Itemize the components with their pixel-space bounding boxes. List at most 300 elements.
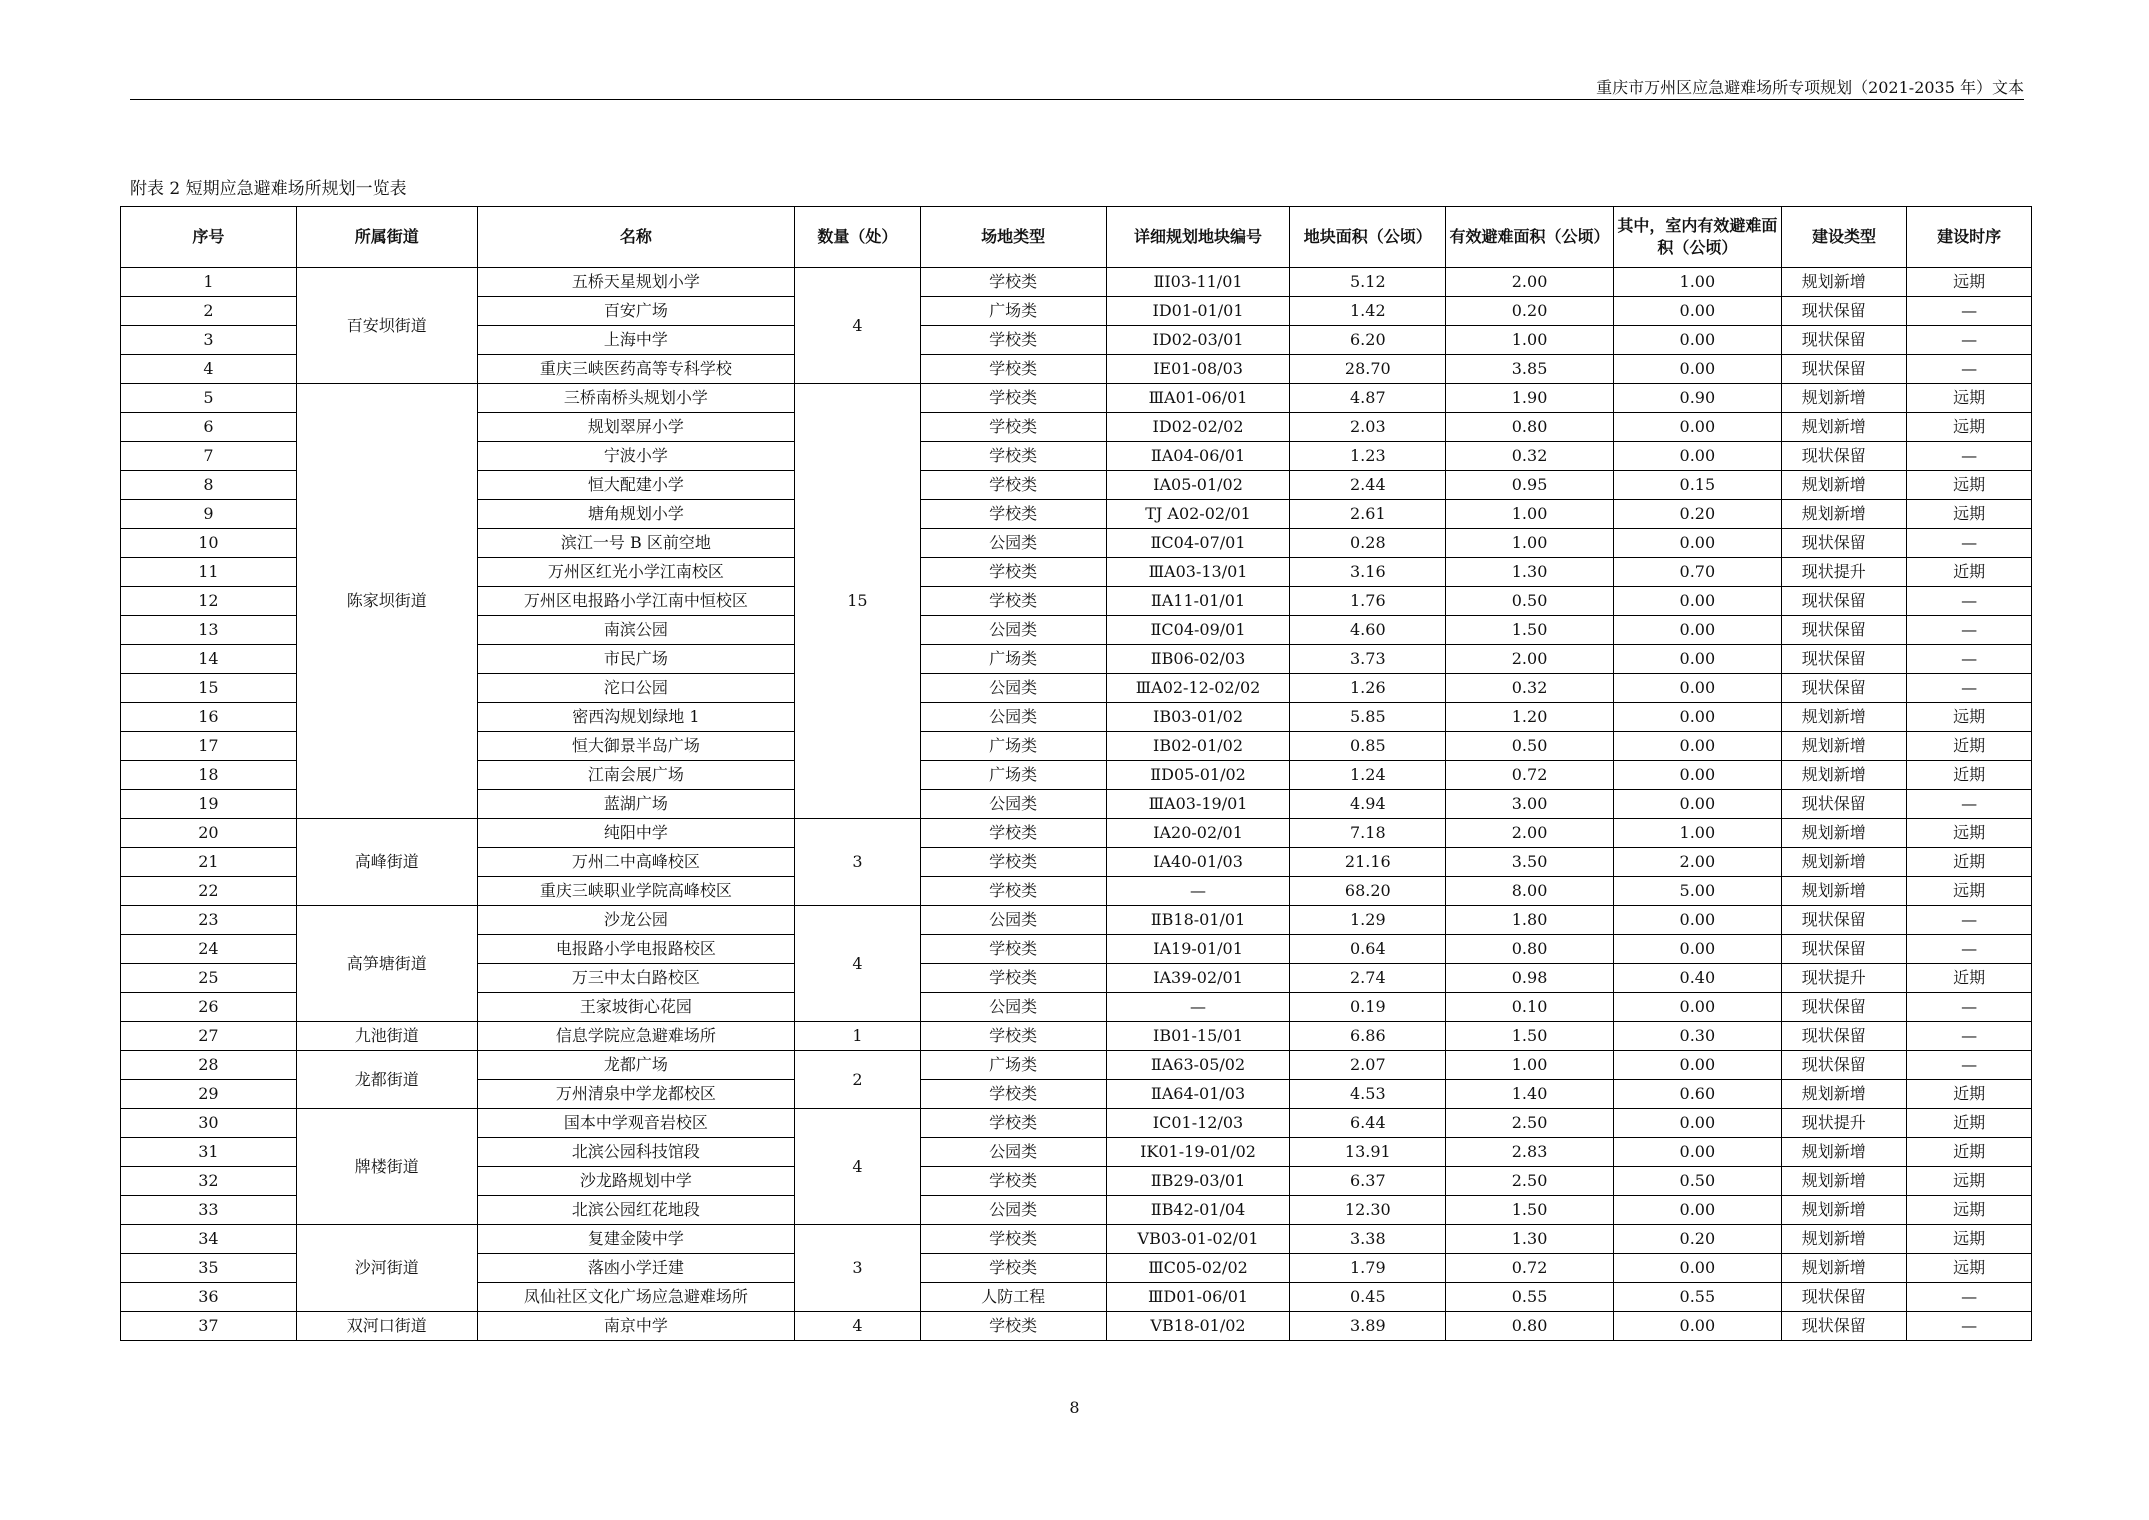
cell-build-type: 规划新增 (1781, 761, 1907, 790)
cell-site-type: 学校类 (920, 500, 1106, 529)
cell-schedule: 远期 (1907, 877, 2032, 906)
cell-schedule: 远期 (1907, 1254, 2032, 1283)
cell-index: 27 (121, 1022, 297, 1051)
cell-indoor-area: 0.00 (1613, 645, 1781, 674)
cell-build-type: 规划新增 (1781, 877, 1907, 906)
cell-build-type: 规划新增 (1781, 1167, 1907, 1196)
cell-site-type: 人防工程 (920, 1283, 1106, 1312)
cell-site-type: 广场类 (920, 645, 1106, 674)
cell-count: 3 (795, 819, 921, 906)
cell-index: 1 (121, 268, 297, 297)
cell-build-type: 现状保留 (1781, 297, 1907, 326)
cell-plot-code: ⅠD02-03/01 (1106, 326, 1290, 355)
cell-build-type: 现状保留 (1781, 1022, 1907, 1051)
cell-effective-area: 0.20 (1446, 297, 1614, 326)
cell-index: 31 (121, 1138, 297, 1167)
cell-effective-area: 2.00 (1446, 819, 1614, 848)
table-caption: 附表 2 短期应急避难场所规划一览表 (130, 179, 407, 199)
cell-name: 万州清泉中学龙都校区 (477, 1080, 794, 1109)
cell-build-type: 规划新增 (1781, 848, 1907, 877)
cell-effective-area: 1.30 (1446, 558, 1614, 587)
cell-effective-area: 0.50 (1446, 587, 1614, 616)
cell-build-type: 规划新增 (1781, 1225, 1907, 1254)
cell-effective-area: 0.72 (1446, 761, 1614, 790)
cell-name: 五桥天星规划小学 (477, 268, 794, 297)
cell-plot-area: 13.91 (1290, 1138, 1446, 1167)
cell-plot-area: 6.44 (1290, 1109, 1446, 1138)
cell-build-type: 现状保留 (1781, 993, 1907, 1022)
column-header: 详细规划地块编号 (1106, 207, 1290, 268)
cell-site-type: 公园类 (920, 674, 1106, 703)
cell-schedule: — (1907, 906, 2032, 935)
cell-index: 14 (121, 645, 297, 674)
cell-plot-code: ⅠC01-12/03 (1106, 1109, 1290, 1138)
cell-plot-area: 28.70 (1290, 355, 1446, 384)
cell-plot-area: 1.76 (1290, 587, 1446, 616)
cell-site-type: 学校类 (920, 1022, 1106, 1051)
cell-build-type: 规划新增 (1781, 500, 1907, 529)
cell-plot-code: ⅤB18-01/02 (1106, 1312, 1290, 1341)
page-number: 8 (1069, 1398, 1080, 1417)
cell-count: 4 (795, 906, 921, 1022)
cell-schedule: 近期 (1907, 558, 2032, 587)
cell-plot-area: 2.44 (1290, 471, 1446, 500)
cell-name: 万州区电报路小学江南中恒校区 (477, 587, 794, 616)
cell-schedule: 远期 (1907, 500, 2032, 529)
cell-build-type: 现状保留 (1781, 1283, 1907, 1312)
cell-indoor-area: 0.00 (1613, 993, 1781, 1022)
cell-plot-area: 3.73 (1290, 645, 1446, 674)
cell-name: 北滨公园科技馆段 (477, 1138, 794, 1167)
cell-plot-area: 1.24 (1290, 761, 1446, 790)
cell-schedule: — (1907, 645, 2032, 674)
cell-effective-area: 1.30 (1446, 1225, 1614, 1254)
cell-index: 2 (121, 297, 297, 326)
cell-index: 32 (121, 1167, 297, 1196)
cell-street: 九池街道 (296, 1022, 477, 1051)
cell-schedule: — (1907, 326, 2032, 355)
cell-schedule: — (1907, 1312, 2032, 1341)
cell-index: 21 (121, 848, 297, 877)
cell-effective-area: 2.00 (1446, 645, 1614, 674)
cell-site-type: 学校类 (920, 1080, 1106, 1109)
cell-name: 万三中太白路校区 (477, 964, 794, 993)
cell-build-type: 规划新增 (1781, 1080, 1907, 1109)
cell-index: 4 (121, 355, 297, 384)
table-row (121, 1225, 2032, 1254)
cell-plot-area: 21.16 (1290, 848, 1446, 877)
cell-plot-code: — (1106, 993, 1290, 1022)
cell-effective-area: 0.10 (1446, 993, 1614, 1022)
cell-indoor-area: 2.00 (1613, 848, 1781, 877)
cell-index: 34 (121, 1225, 297, 1254)
cell-indoor-area: 0.00 (1613, 935, 1781, 964)
cell-effective-area: 0.95 (1446, 471, 1614, 500)
cell-plot-area: 1.29 (1290, 906, 1446, 935)
cell-name: 重庆三峡医药高等专科学校 (477, 355, 794, 384)
cell-index: 18 (121, 761, 297, 790)
cell-schedule: — (1907, 587, 2032, 616)
cell-index: 6 (121, 413, 297, 442)
cell-index: 11 (121, 558, 297, 587)
cell-site-type: 学校类 (920, 877, 1106, 906)
cell-indoor-area: 0.00 (1613, 906, 1781, 935)
cell-plot-area: 3.16 (1290, 558, 1446, 587)
cell-plot-code: ⅡI03-11/01 (1106, 268, 1290, 297)
column-header: 其中，室内有效避难面积（公顷） (1613, 207, 1781, 268)
cell-schedule: 近期 (1907, 761, 2032, 790)
cell-effective-area: 0.50 (1446, 732, 1614, 761)
table-container (120, 206, 2032, 1341)
cell-site-type: 学校类 (920, 935, 1106, 964)
cell-build-type: 规划新增 (1781, 413, 1907, 442)
cell-street: 高峰街道 (296, 819, 477, 906)
cell-effective-area: 3.50 (1446, 848, 1614, 877)
cell-schedule: 近期 (1907, 732, 2032, 761)
cell-effective-area: 1.00 (1446, 1051, 1614, 1080)
cell-index: 12 (121, 587, 297, 616)
cell-plot-code: ⅠA40-01/03 (1106, 848, 1290, 877)
cell-plot-area: 2.07 (1290, 1051, 1446, 1080)
cell-indoor-area: 0.90 (1613, 384, 1781, 413)
cell-name: 南京中学 (477, 1312, 794, 1341)
cell-name: 万州区红光小学江南校区 (477, 558, 794, 587)
cell-count: 15 (795, 384, 921, 819)
table-row (121, 906, 2032, 935)
cell-index: 19 (121, 790, 297, 819)
cell-indoor-area: 0.00 (1613, 1109, 1781, 1138)
cell-plot-code: ⅡA04-06/01 (1106, 442, 1290, 471)
cell-schedule: — (1907, 790, 2032, 819)
cell-plot-code: ⅡD05-01/02 (1106, 761, 1290, 790)
cell-indoor-area: 0.00 (1613, 1254, 1781, 1283)
cell-index: 36 (121, 1283, 297, 1312)
cell-schedule: — (1907, 355, 2032, 384)
cell-plot-code: IA39-02/01 (1106, 964, 1290, 993)
cell-indoor-area: 0.00 (1613, 355, 1781, 384)
cell-index: 28 (121, 1051, 297, 1080)
cell-plot-code: ⅢA03-19/01 (1106, 790, 1290, 819)
cell-plot-code: ID02-02/02 (1106, 413, 1290, 442)
cell-site-type: 公园类 (920, 906, 1106, 935)
cell-plot-area: 4.94 (1290, 790, 1446, 819)
cell-index: 20 (121, 819, 297, 848)
column-header: 数量（处） (795, 207, 921, 268)
cell-plot-code: ⅠK01-19-01/02 (1106, 1138, 1290, 1167)
cell-effective-area: 1.00 (1446, 326, 1614, 355)
cell-build-type: 现状提升 (1781, 1109, 1907, 1138)
cell-schedule: 近期 (1907, 848, 2032, 877)
cell-plot-code: — (1106, 877, 1290, 906)
cell-site-type: 学校类 (920, 1312, 1106, 1341)
cell-indoor-area: 0.20 (1613, 1225, 1781, 1254)
cell-plot-area: 7.18 (1290, 819, 1446, 848)
cell-name: 南滨公园 (477, 616, 794, 645)
cell-effective-area: 0.55 (1446, 1283, 1614, 1312)
column-header: 地块面积（公顷） (1290, 207, 1446, 268)
cell-plot-code: ⅡA63-05/02 (1106, 1051, 1290, 1080)
cell-schedule: — (1907, 674, 2032, 703)
cell-index: 35 (121, 1254, 297, 1283)
cell-effective-area: 2.50 (1446, 1109, 1614, 1138)
cell-effective-area: 0.32 (1446, 442, 1614, 471)
cell-plot-area: 0.64 (1290, 935, 1446, 964)
cell-indoor-area: 0.00 (1613, 703, 1781, 732)
cell-indoor-area: 0.00 (1613, 529, 1781, 558)
cell-site-type: 学校类 (920, 1225, 1106, 1254)
table-row (121, 384, 2032, 413)
cell-effective-area: 0.32 (1446, 674, 1614, 703)
column-header: 建设时序 (1907, 207, 2032, 268)
cell-site-type: 学校类 (920, 964, 1106, 993)
cell-site-type: 广场类 (920, 761, 1106, 790)
cell-index: 24 (121, 935, 297, 964)
cell-indoor-area: 0.30 (1613, 1022, 1781, 1051)
cell-effective-area: 0.98 (1446, 964, 1614, 993)
cell-plot-area: 0.28 (1290, 529, 1446, 558)
cell-plot-area: 2.61 (1290, 500, 1446, 529)
cell-build-type: 现状提升 (1781, 964, 1907, 993)
cell-indoor-area: 0.00 (1613, 442, 1781, 471)
cell-plot-area: 6.37 (1290, 1167, 1446, 1196)
cell-name: 沱口公园 (477, 674, 794, 703)
cell-name: 市民广场 (477, 645, 794, 674)
cell-name: 沙龙公园 (477, 906, 794, 935)
cell-index: 7 (121, 442, 297, 471)
column-header: 建设类型 (1781, 207, 1907, 268)
column-header: 所属街道 (296, 207, 477, 268)
cell-schedule: — (1907, 1051, 2032, 1080)
cell-build-type: 规划新增 (1781, 819, 1907, 848)
cell-plot-area: 5.12 (1290, 268, 1446, 297)
cell-count: 1 (795, 1022, 921, 1051)
cell-schedule: 远期 (1907, 703, 2032, 732)
cell-build-type: 现状保留 (1781, 790, 1907, 819)
cell-index: 33 (121, 1196, 297, 1225)
cell-effective-area: 1.50 (1446, 616, 1614, 645)
cell-site-type: 学校类 (920, 1167, 1106, 1196)
cell-count: 3 (795, 1225, 921, 1312)
cell-site-type: 学校类 (920, 268, 1106, 297)
cell-schedule: 近期 (1907, 964, 2032, 993)
cell-name: 王家坡街心花园 (477, 993, 794, 1022)
cell-index: 16 (121, 703, 297, 732)
cell-site-type: 学校类 (920, 1109, 1106, 1138)
cell-effective-area: 1.00 (1446, 529, 1614, 558)
cell-schedule: — (1907, 297, 2032, 326)
table-row (121, 1022, 2032, 1051)
cell-name: 江南会展广场 (477, 761, 794, 790)
cell-effective-area: 3.85 (1446, 355, 1614, 384)
cell-build-type: 现状保留 (1781, 326, 1907, 355)
cell-site-type: 广场类 (920, 297, 1106, 326)
cell-plot-code: ⅡB18-01/01 (1106, 906, 1290, 935)
cell-site-type: 学校类 (920, 413, 1106, 442)
cell-build-type: 规划新增 (1781, 1138, 1907, 1167)
cell-name: 凤仙社区文化广场应急避难场所 (477, 1283, 794, 1312)
cell-plot-area: 4.87 (1290, 384, 1446, 413)
cell-schedule: — (1907, 442, 2032, 471)
cell-site-type: 学校类 (920, 819, 1106, 848)
cell-plot-code: ⅡC04-07/01 (1106, 529, 1290, 558)
cell-build-type: 规划新增 (1781, 732, 1907, 761)
cell-plot-code: ⅡB29-03/01 (1106, 1167, 1290, 1196)
cell-plot-area: 2.74 (1290, 964, 1446, 993)
cell-index: 15 (121, 674, 297, 703)
cell-plot-area: 0.19 (1290, 993, 1446, 1022)
cell-plot-area: 6.20 (1290, 326, 1446, 355)
cell-site-type: 公园类 (920, 616, 1106, 645)
table-body (121, 268, 2032, 1341)
cell-schedule: — (1907, 616, 2032, 645)
cell-street: 百安坝街道 (296, 268, 477, 384)
cell-index: 22 (121, 877, 297, 906)
cell-index: 25 (121, 964, 297, 993)
cell-effective-area: 1.80 (1446, 906, 1614, 935)
cell-name: 电报路小学电报路校区 (477, 935, 794, 964)
cell-street: 沙河街道 (296, 1225, 477, 1312)
cell-plot-code: ⅢA02-12-02/02 (1106, 674, 1290, 703)
cell-plot-code: ⅢC05-02/02 (1106, 1254, 1290, 1283)
cell-indoor-area: 0.50 (1613, 1167, 1781, 1196)
cell-name: 龙都广场 (477, 1051, 794, 1080)
cell-street: 龙都街道 (296, 1051, 477, 1109)
cell-plot-area: 1.26 (1290, 674, 1446, 703)
cell-effective-area: 1.90 (1446, 384, 1614, 413)
cell-build-type: 现状保留 (1781, 935, 1907, 964)
cell-schedule: 远期 (1907, 1225, 2032, 1254)
cell-plot-code: IB03-01/02 (1106, 703, 1290, 732)
cell-name: 万州二中高峰校区 (477, 848, 794, 877)
cell-indoor-area: 0.00 (1613, 761, 1781, 790)
cell-indoor-area: 0.20 (1613, 500, 1781, 529)
cell-schedule: 近期 (1907, 1080, 2032, 1109)
cell-plot-area: 1.42 (1290, 297, 1446, 326)
cell-build-type: 现状保留 (1781, 645, 1907, 674)
cell-plot-code: ⅢD01-06/01 (1106, 1283, 1290, 1312)
cell-build-type: 规划新增 (1781, 703, 1907, 732)
cell-name: 三桥南桥头规划小学 (477, 384, 794, 413)
cell-name: 国本中学观音岩校区 (477, 1109, 794, 1138)
cell-name: 密西沟规划绿地 1 (477, 703, 794, 732)
cell-plot-area: 12.30 (1290, 1196, 1446, 1225)
cell-schedule: 远期 (1907, 268, 2032, 297)
cell-plot-code: IA19-01/01 (1106, 935, 1290, 964)
column-header: 有效避难面积（公顷） (1446, 207, 1614, 268)
cell-site-type: 公园类 (920, 790, 1106, 819)
cell-index: 13 (121, 616, 297, 645)
cell-build-type: 现状保留 (1781, 616, 1907, 645)
cell-effective-area: 1.00 (1446, 500, 1614, 529)
cell-index: 29 (121, 1080, 297, 1109)
cell-count: 4 (795, 1109, 921, 1225)
cell-site-type: 学校类 (920, 326, 1106, 355)
cell-plot-area: 2.03 (1290, 413, 1446, 442)
cell-index: 17 (121, 732, 297, 761)
cell-site-type: 学校类 (920, 355, 1106, 384)
cell-schedule: — (1907, 529, 2032, 558)
cell-name: 落凼小学迁建 (477, 1254, 794, 1283)
cell-street: 牌楼街道 (296, 1109, 477, 1225)
cell-build-type: 现状保留 (1781, 587, 1907, 616)
cell-indoor-area: 0.60 (1613, 1080, 1781, 1109)
cell-effective-area: 1.50 (1446, 1022, 1614, 1051)
cell-plot-code: ⅡB06-02/03 (1106, 645, 1290, 674)
cell-index: 30 (121, 1109, 297, 1138)
cell-count: 2 (795, 1051, 921, 1109)
cell-site-type: 学校类 (920, 442, 1106, 471)
cell-indoor-area: 0.00 (1613, 297, 1781, 326)
cell-indoor-area: 0.15 (1613, 471, 1781, 500)
cell-name: 重庆三峡职业学院高峰校区 (477, 877, 794, 906)
cell-name: 规划翠屏小学 (477, 413, 794, 442)
cell-name: 蓝湖广场 (477, 790, 794, 819)
cell-indoor-area: 1.00 (1613, 819, 1781, 848)
cell-effective-area: 1.40 (1446, 1080, 1614, 1109)
cell-plot-area: 0.85 (1290, 732, 1446, 761)
cell-effective-area: 0.72 (1446, 1254, 1614, 1283)
cell-site-type: 学校类 (920, 848, 1106, 877)
cell-indoor-area: 0.00 (1613, 674, 1781, 703)
column-header: 序号 (121, 207, 297, 268)
cell-effective-area: 2.83 (1446, 1138, 1614, 1167)
cell-name: 塘角规划小学 (477, 500, 794, 529)
cell-schedule: — (1907, 1283, 2032, 1312)
cell-plot-code: ⅢA03-13/01 (1106, 558, 1290, 587)
cell-build-type: 规划新增 (1781, 384, 1907, 413)
cell-build-type: 规划新增 (1781, 268, 1907, 297)
cell-name: 宁波小学 (477, 442, 794, 471)
cell-site-type: 公园类 (920, 1196, 1106, 1225)
table-header-row (121, 207, 2032, 268)
cell-name: 上海中学 (477, 326, 794, 355)
cell-schedule: 远期 (1907, 413, 2032, 442)
cell-schedule: 远期 (1907, 1167, 2032, 1196)
cell-indoor-area: 0.40 (1613, 964, 1781, 993)
cell-schedule: — (1907, 935, 2032, 964)
cell-indoor-area: 1.00 (1613, 268, 1781, 297)
cell-plot-code: IB02-01/02 (1106, 732, 1290, 761)
shelter-table (120, 206, 2032, 1341)
cell-site-type: 公园类 (920, 703, 1106, 732)
cell-name: 恒大配建小学 (477, 471, 794, 500)
cell-site-type: 公园类 (920, 529, 1106, 558)
cell-indoor-area: 0.00 (1613, 587, 1781, 616)
cell-site-type: 广场类 (920, 1051, 1106, 1080)
table-row (121, 819, 2032, 848)
cell-build-type: 规划新增 (1781, 1254, 1907, 1283)
cell-index: 23 (121, 906, 297, 935)
cell-plot-area: 1.79 (1290, 1254, 1446, 1283)
cell-name: 百安广场 (477, 297, 794, 326)
cell-plot-code: ⅡA64-01/03 (1106, 1080, 1290, 1109)
cell-index: 8 (121, 471, 297, 500)
cell-effective-area: 3.00 (1446, 790, 1614, 819)
cell-site-type: 广场类 (920, 732, 1106, 761)
cell-indoor-area: 0.00 (1613, 1196, 1781, 1225)
running-header: 重庆市万州区应急避难场所专项规划（2021-2035 年）文本 (1596, 78, 2024, 97)
cell-build-type: 现状提升 (1781, 558, 1907, 587)
cell-name: 沙龙路规划中学 (477, 1167, 794, 1196)
table-row (121, 1109, 2032, 1138)
cell-count: 4 (795, 268, 921, 384)
cell-schedule: — (1907, 993, 2032, 1022)
header-divider (130, 99, 2024, 100)
cell-plot-area: 3.89 (1290, 1312, 1446, 1341)
cell-site-type: 公园类 (920, 1138, 1106, 1167)
cell-plot-area: 6.86 (1290, 1022, 1446, 1051)
cell-name: 滨江一号 B 区前空地 (477, 529, 794, 558)
